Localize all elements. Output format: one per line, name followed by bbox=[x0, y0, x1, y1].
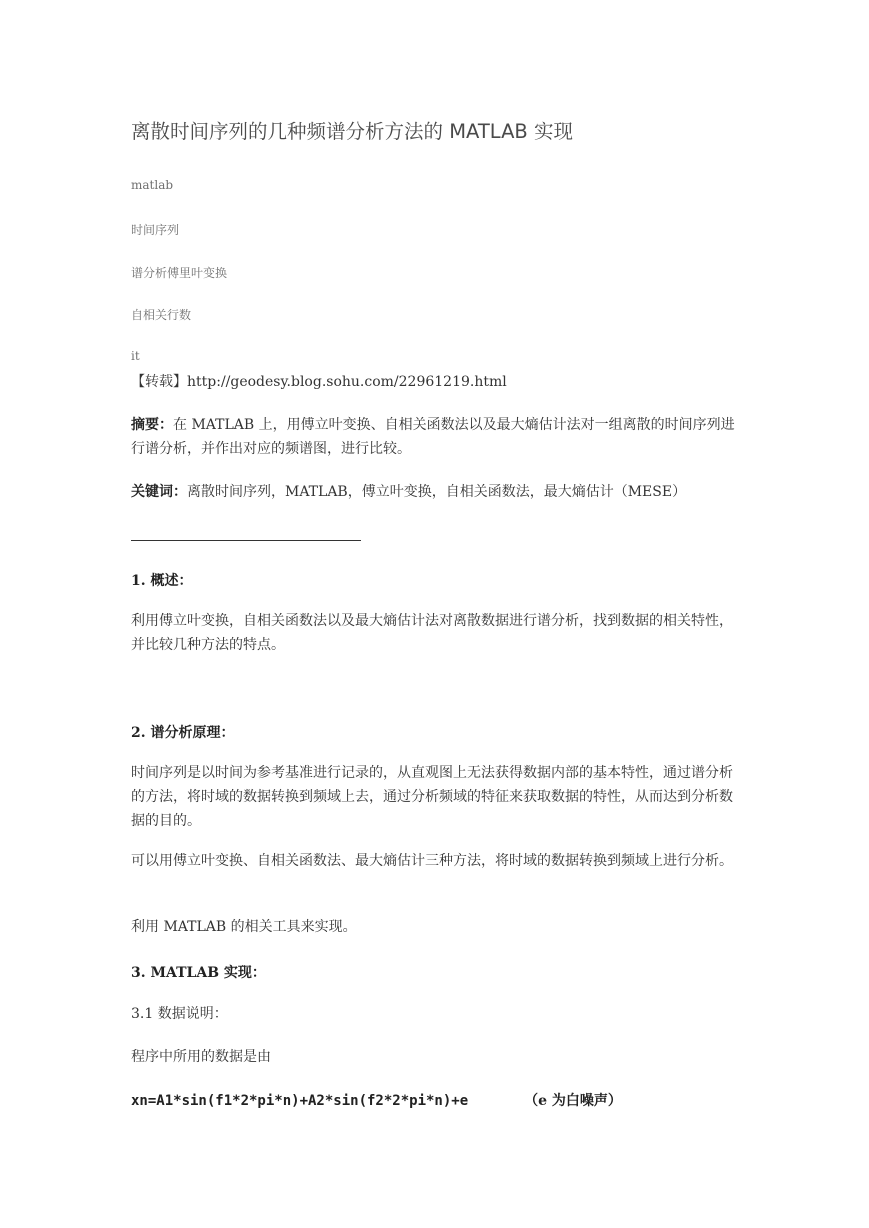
section-3-heading: 3. MATLAB 实现： bbox=[131, 965, 266, 981]
abstract-label: 摘要： bbox=[131, 417, 173, 433]
abstract-text: 在 MATLAB 上，用傅立叶变换、自相关函数法以及最大熵估计法对一组离散的时间序列进行谱分析，并作出对应的频谱图，进行比较。 bbox=[131, 417, 735, 457]
section-1-paragraph: 利用傅立叶变换，自相关函数法以及最大熵估计法对离散数据进行谱分析，找到数据的相关特性，并比较几种方法的特点。 bbox=[131, 613, 733, 653]
section-2-paragraph-3: 利用 MATLAB 的相关工具来实现。 bbox=[131, 919, 357, 935]
section-1-heading: 1. 概述： bbox=[131, 573, 193, 589]
section-2-paragraph-1: 时间序列是以时间为参考基准进行记录的，从直观图上无法获得数据内部的基本特性，通过谱分析的方法，将时域的数据转换到频域上去，通过分析频域的特征来获取数据的特性，从而达到分析数据的目的。 bbox=[131, 765, 733, 829]
section-2-heading: 2. 谱分析原理： bbox=[131, 725, 235, 741]
source-link[interactable]: 【转载】http://geodesy.blog.sohu.com/22961219.html bbox=[131, 374, 507, 390]
tag-time-series[interactable]: 时间序列 bbox=[131, 223, 180, 237]
formula-note: （e 为白噪声） bbox=[524, 1093, 622, 1109]
page-title: 离散时间序列的几种频谱分析方法的 MATLAB 实现 bbox=[131, 120, 573, 143]
tag-it[interactable]: it bbox=[131, 349, 140, 363]
keywords bbox=[131, 480, 741, 504]
section-3-subheading: 3.1 数据说明： bbox=[131, 1006, 228, 1022]
section-3-paragraph: 程序中所用的数据是由 bbox=[131, 1049, 271, 1065]
keywords-label: 关键词： bbox=[131, 484, 187, 500]
formula: xn=A1*sin(f1*2*pi*n)+A2*sin(f2*2*pi*n)+e bbox=[131, 1093, 469, 1109]
tag-spectrum-fourier[interactable]: 谱分析傅里叶变换 bbox=[131, 266, 228, 280]
abstract bbox=[131, 413, 741, 461]
divider bbox=[131, 540, 361, 541]
section-2-paragraph-2: 可以用傅立叶变换、自相关函数法、最大熵估计三种方法，将时域的数据转换到频域上进行分析。 bbox=[131, 853, 733, 869]
keywords-text: 离散时间序列，MATLAB，傅立叶变换，自相关函数法，最大熵估计（MESE） bbox=[187, 484, 687, 500]
tag-autocorrelation[interactable]: 自相关行数 bbox=[131, 308, 192, 322]
formula-line bbox=[131, 1089, 741, 1113]
tag-matlab[interactable]: matlab bbox=[131, 178, 174, 192]
